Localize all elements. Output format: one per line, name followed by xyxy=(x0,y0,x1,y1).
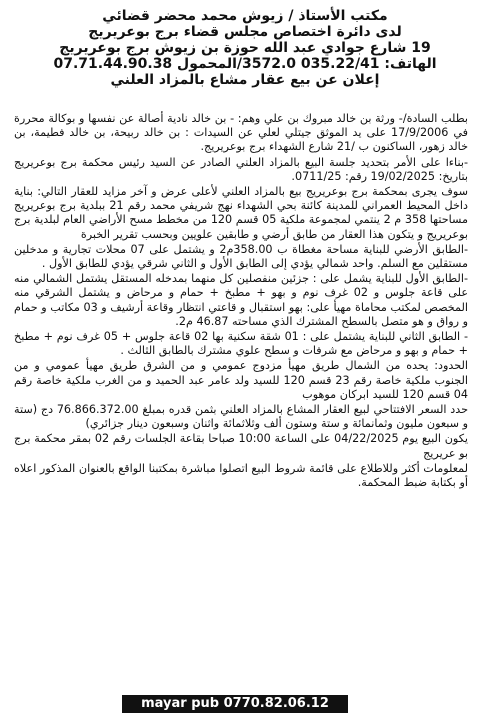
paragraph-property: سوف يجرى بمحكمة برج بوعريريج بيع بالمزاد العلني لأعلى عرض و آخر مزايد للعقار التالي: بناية داخل المحيط العمراني للمدينة كائنة بحي الشهداء نهج شريفي محمد رقم 21 ببلدية برج بوعريريج مساحتها 358 م 2 ينتمي لمجموعة ملكية 05 قسم 120 من مخطط مسح الأراضي العام لبلدية برج بوعريريج و يتكون هذا العقار من طابق أرضي و طابقين علويين وبحسب تقرير الخبرة xyxy=(14,185,469,241)
paragraph-second-floor: - الطابق الثاني للبناية يشتمل على : 01 شقة سكنية بها 02 قاعة جلوس + 05 غرف نوم + مطبخ + حمام و بهو و مرحاض مع شرفات و سطح علوي مشترك بالطابق الثالث . xyxy=(14,330,468,358)
jurisdiction-line: لدى دائرة اختصاص مجلس قضاء برج بوعريريج xyxy=(88,24,402,40)
notice-body xyxy=(14,112,468,491)
notice-header xyxy=(40,8,450,88)
address-line: 19 شارع جوادي عبد الله حوزة بن زيوش برج بوعريريج xyxy=(59,40,431,56)
paragraph-contact: لمعلومات أكثر وللاطلاع على قائمة شروط البيع اتصلوا مباشرة بمكتبنا الواقع بالعنوان المذكور اعلاه أو بكتابة ضبط المحكمة. xyxy=(14,461,468,490)
paragraph-sale-date: يكون البيع يوم 04/22/2025 على الساعة 10:00 صباحا بقاعة الجلسات رقم 02 بمقر محكمة برج بو عريريج xyxy=(14,432,469,460)
paragraph-price: حدد السعر الافتتاحي لبيع العقار المشاع بالمزاد العلني بثمن قدره بمبلغ 76.866.372.00 دج (ستة و سبعون مليون وثمانمائة و ستة وستون ألف وثلاثمائة واثنان وسبعون دينار جزائري) xyxy=(14,403,469,431)
paragraph-ground-floor: -الطابق الأرضي للبناية مساحة مغطاة ب 358.00م2 و يشتمل على 07 محلات تجارية و مدخلين مستقلين مع السلم. واحد شمالي يؤدي إلى الطابق الأول و الثاني شرقي يؤدي للطابق الأول . xyxy=(14,242,468,271)
paragraph-court-order: -بناءا على الأمر بتحديد جلسة البيع بالمزاد العلني الصادر عن السيد رئيس محكمة برج بوعريريج بتاريخ: 19/02/2025 رقم: 0711/25. xyxy=(14,155,468,183)
paragraph-requesters: بطلب السادة/- ورثة بن خالد مبروك بن علي وهم: - بن خالد نادية أصالة عن نفسها و بوكالة محررة في 17/9/2006 على يد الموثق جيتلي لعلي عن السيدات : بن خالد ربيحة، بن خالد فطيمة، بن خالد زهور، الساكنون ب /21 شارع الشهداء برج بوعريريج. xyxy=(14,112,468,154)
paragraph-boundaries: الحدود: يحده من الشمال طريق مهيأ مزدوج عمومي و من الشرق طريق مهيأ عمومي و من الجنوب ملكية خاصة رقم 23 قسم 120 للسيد ولد عامر عبد الحميد و من الغرب ملكية خاصة رقم 04 قسم 120 للسيد ابركان موهوب xyxy=(14,359,468,401)
phone-line: الهاتف: 035.22/41 3572.0/المحمول 07.71.44.90.38 xyxy=(53,56,437,72)
notice-title: إعلان عن بيع عقار مشاع بالمزاد العلني xyxy=(110,72,380,88)
publisher-footer: mayar pub 0770.82.06.12 xyxy=(122,695,348,713)
office-title: مكتب الأستاذ / زيوش محمد محضر قضائي xyxy=(102,8,388,24)
paragraph-first-floor: -الطابق الأول للبناية يشمل على : جزئين منفصلين كل منهما بمدخله المستقل يشتمل الشمالي منه على قاعة جلوس و 02 غرف نوم و بهو + مطبخ + حمام و مرحاض و يشتمل الشرقي منه المخصص لمكتب محاماة مهيأ على: بهو استقبال و قاعتي انتظار وقاعة أرشيف و 03 مكاتب و حمام و رواق و هو متصل بالسطح المشترك الذي مساحته 46.87 م2. xyxy=(14,272,469,328)
